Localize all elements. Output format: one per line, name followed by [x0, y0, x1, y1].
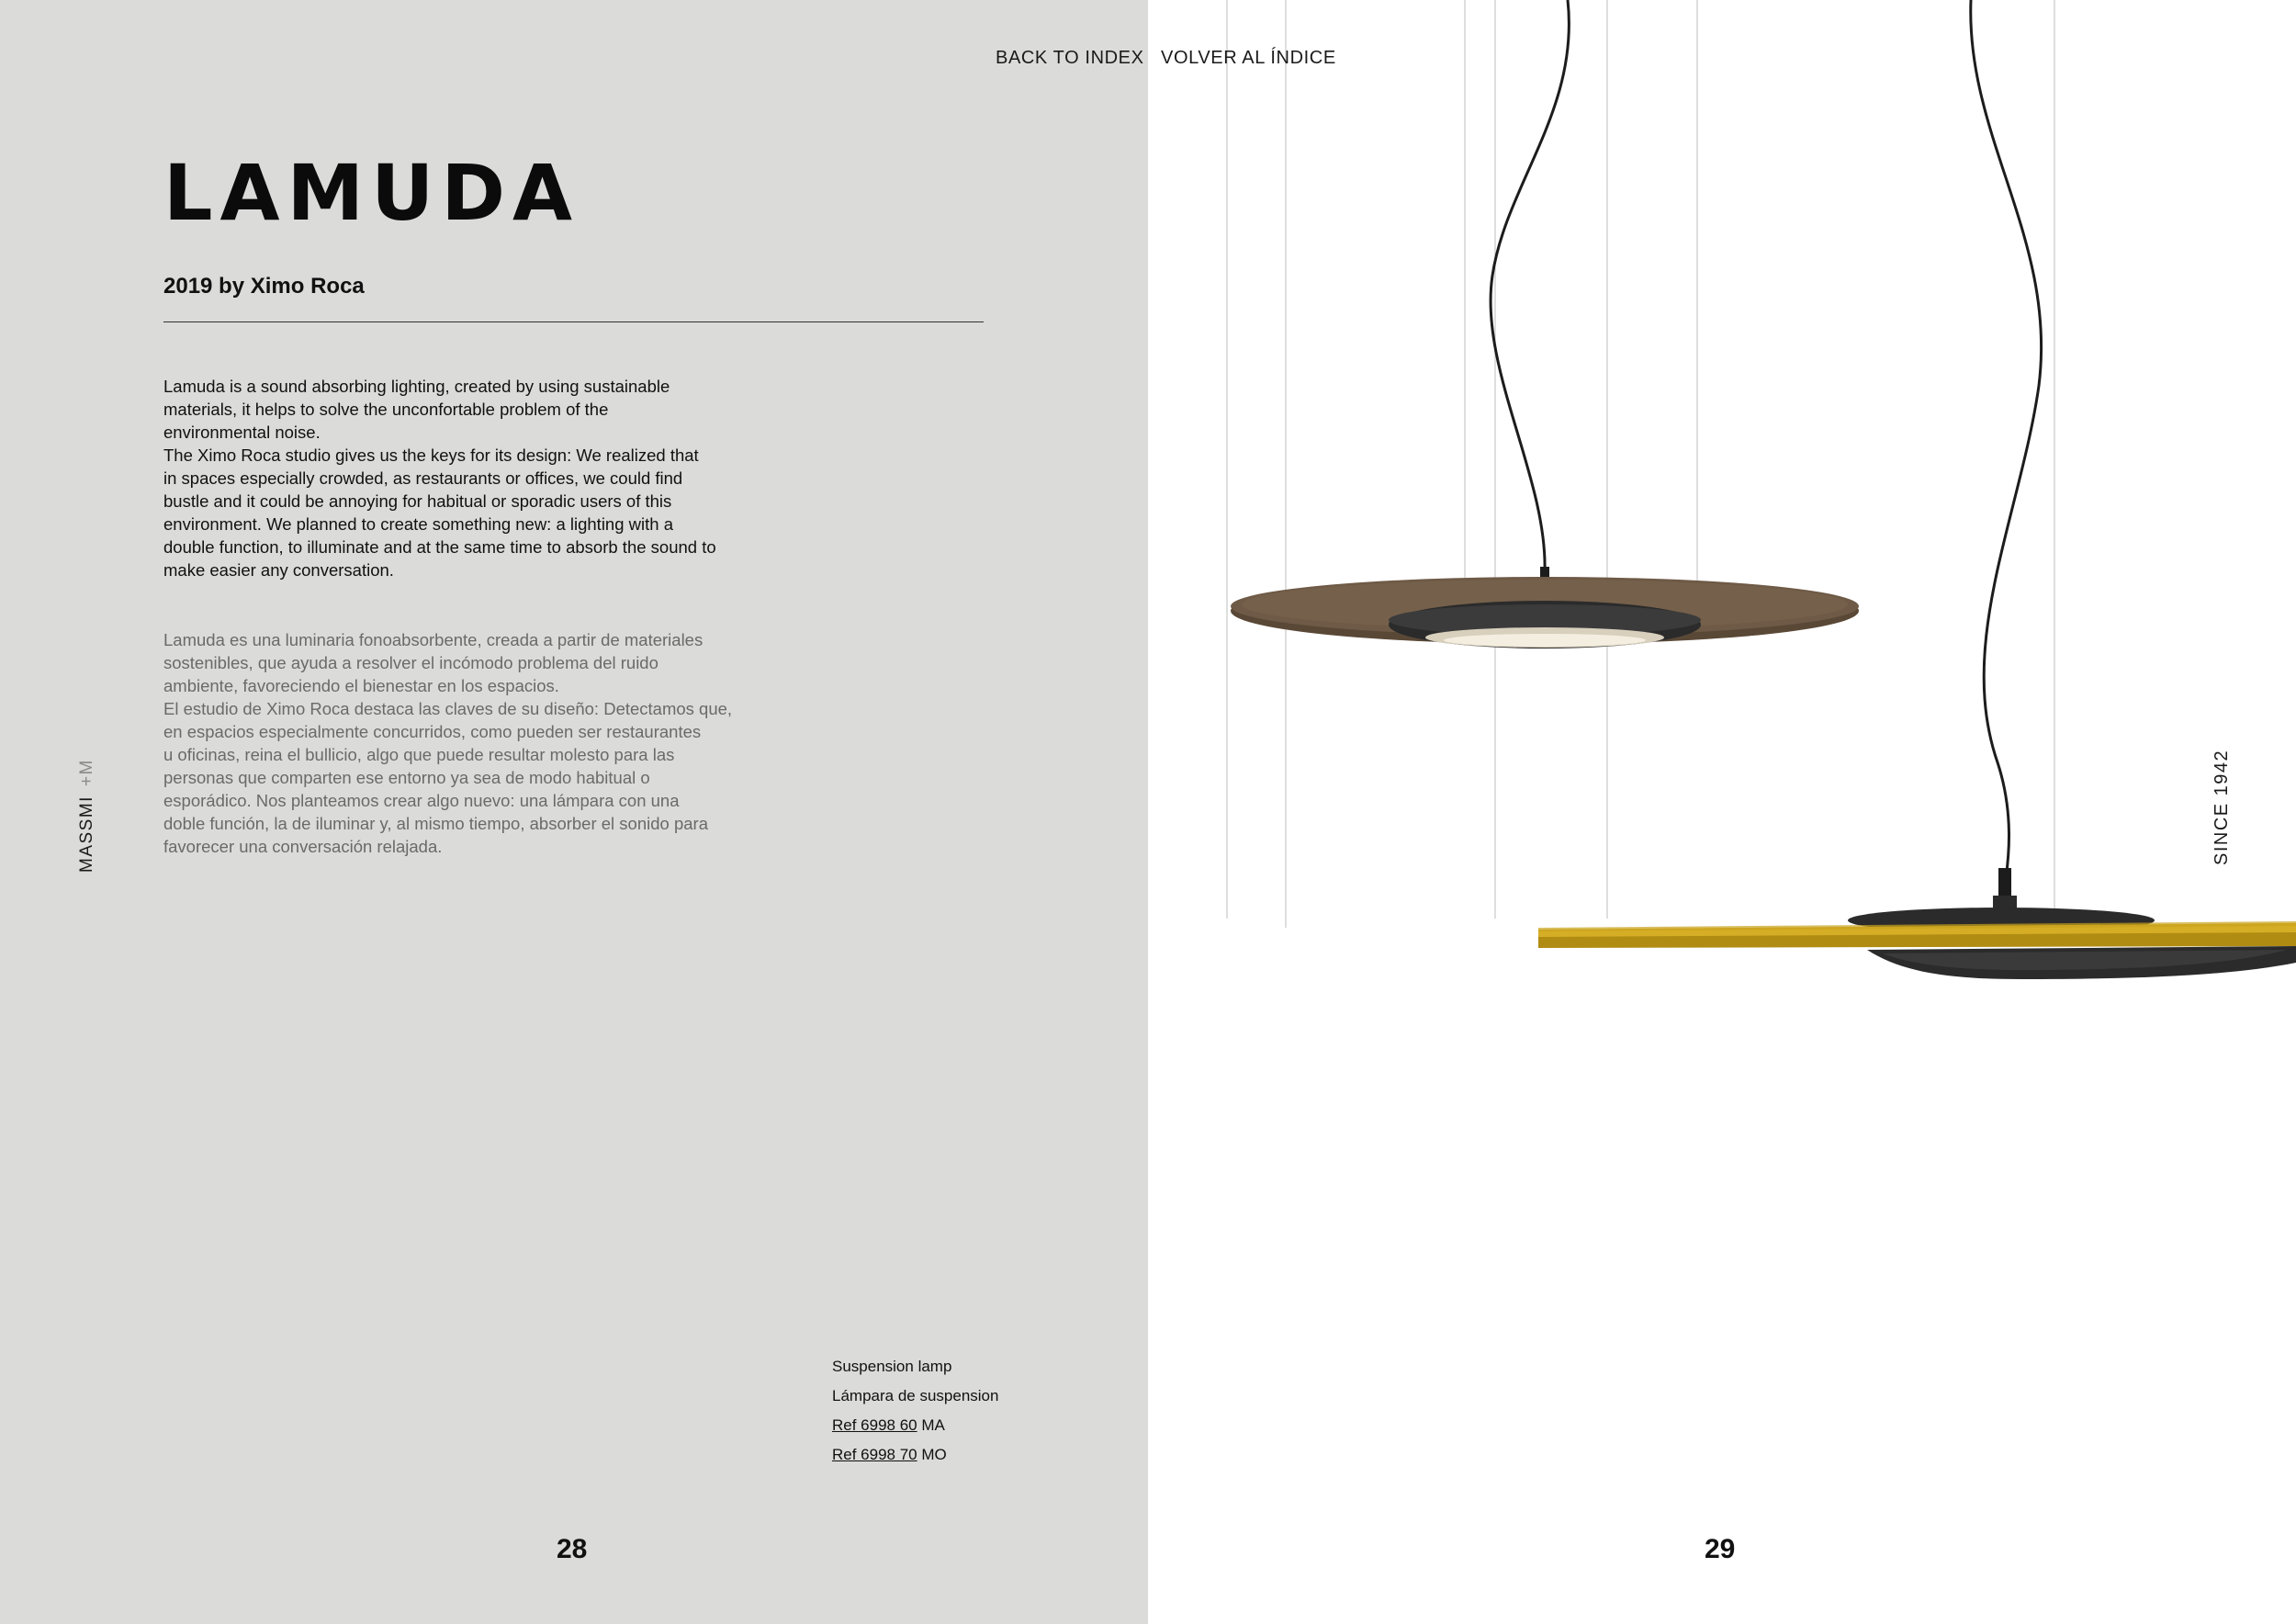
brand-name: MASSMI	[77, 795, 96, 873]
description-line: doble función, la de iluminar y, al mismo tiempo, absorber el sonido para	[163, 814, 708, 833]
ref-suffix: MO	[917, 1446, 947, 1463]
page-number-left: 28	[557, 1534, 588, 1564]
back-to-index-link[interactable]: BACK TO INDEX	[996, 48, 1144, 68]
description-line: The Ximo Roca studio gives us the keys for its design: We realized that	[163, 445, 699, 465]
ref-link-6998-70[interactable]: Ref 6998 70	[832, 1446, 917, 1463]
description-line: ambiente, favoreciendo el bienestar en los espacios.	[163, 676, 559, 695]
volver-al-indice-link[interactable]: VOLVER AL ÍNDICE	[1161, 48, 1336, 68]
description-line: favorecer una conversación relajada.	[163, 837, 443, 856]
product-title: LAMUDA	[163, 148, 580, 238]
description-line: Lamuda is a sound absorbing lighting, created by using sustainable	[163, 377, 670, 396]
spec-type-english: Suspension lamp	[832, 1358, 952, 1375]
description-line: sostenibles, que ayuda a resolver el incómodo problema del ruido	[163, 653, 658, 672]
description-line: Lamuda es una luminaria fonoabsorbente, creada a partir de materiales	[163, 630, 703, 649]
product-specs	[832, 1352, 998, 1470]
lamp-image	[1148, 0, 2296, 1624]
ref-suffix: MA	[917, 1416, 945, 1434]
description-line: bustle and it could be annoying for habitual or sporadic users of this	[163, 491, 672, 511]
brand-logo	[77, 759, 97, 873]
description-line: materials, it helps to solve the unconfortable problem of the	[163, 400, 609, 419]
brand-mark-icon: +M	[77, 759, 96, 787]
description-line: u oficinas, reina el bullicio, algo que puede resultar molesto para las	[163, 745, 675, 764]
description-line: in spaces especially crowded, as restaurants or offices, we could find	[163, 468, 683, 488]
ref-link-6998-60[interactable]: Ref 6998 60	[832, 1416, 917, 1434]
description-line: environmental noise.	[163, 423, 321, 442]
description-line: make easier any conversation.	[163, 560, 394, 580]
description-english	[163, 375, 806, 581]
spec-ref-row	[832, 1440, 998, 1470]
page-number-right: 29	[1705, 1534, 1736, 1564]
description-line: El estudio de Ximo Roca destaca las claves de su diseño: Detectamos que,	[163, 699, 733, 718]
description-line: double function, to illuminate and at the same time to absorb the sound to	[163, 537, 716, 557]
title-divider	[163, 321, 984, 322]
description-line: personas que comparten ese entorno ya sea de modo habitual o	[163, 768, 650, 787]
description-line: esporádico. Nos planteamos crear algo nuevo: una lámpara con una	[163, 791, 680, 810]
description-line: en espacios especialmente concurridos, como pueden ser restaurantes	[163, 722, 702, 741]
description-line: environment. We planned to create something new: a lighting with a	[163, 514, 673, 534]
spec-type-spanish: Lámpara de suspension	[832, 1387, 999, 1404]
right-page	[1148, 0, 2296, 1624]
spec-ref-row	[832, 1411, 998, 1440]
product-byline: 2019 by Ximo Roca	[163, 274, 365, 299]
description-spanish	[163, 628, 806, 858]
since-label: SINCE 1942	[2212, 749, 2232, 865]
